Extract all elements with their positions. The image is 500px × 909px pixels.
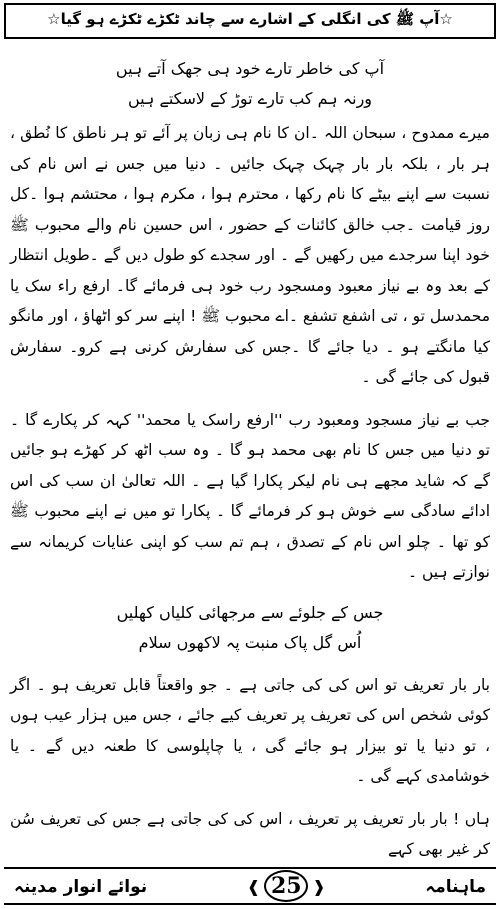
couplet-line: جس کے جلوئے سے مرجھائی کلیاں کھلیں <box>116 602 384 622</box>
couplet-line: ورنہ ہم کب تارے توڑ کے لاسکتے ہیں <box>127 89 373 108</box>
paragraph: بار بار تعریف تو اس کی کی جاتی ہے ۔ جو واقعتاً قابل تعریف ہو ۔ اگر کوئی شخص اس کی تعریف پر تعریف کیے جائے ، جس میں ہزار عیب ہوں ، تو دنیا یا تو بیزار ہو جائے گی ، یا چاپلوسی کا طعنہ دیں گے ۔ یا خوشامدی کہے گی ۔ <box>10 675 490 785</box>
article-title: ☆آپ ﷺ کی انگلی کے اشارے سے چاند ٹکڑے ٹکڑے ہو گیا☆ <box>47 10 453 28</box>
ornament-icon: ❱ <box>312 876 326 896</box>
publication-name: نوائے انوار مدینہ <box>14 876 148 897</box>
page-number: 25 <box>264 870 308 902</box>
magazine-label: ماہنامہ <box>425 876 486 897</box>
couplet-line: آپ کی خاطر تارے خود ہی جھک آتے ہیں <box>115 59 385 78</box>
page-footer <box>4 867 496 905</box>
paragraph: میرے ممدوح ، سبحان اللہ ۔ان کا نام ہی زبان پر آئے تو ہر ناطق کا نُطق ، ہر بار ، بلکہ بار بار چہک چہک جائیں ۔ دنیا میں جس نے اس نام کی نسبت سے اپنے بیٹے کا نام رکھا ، محترم ہوا ، مکرم ہوا ، محتشم ہوا ۔کل روز قیامت ۔جب خالق کائنات کے حضور ، اس حسین نام والے محبوب ﷺ خود اپنا سرجدے میں رکھیں گے ۔ اور سجدے کو طول دیں گے ۔طویل انتظار کے بعد وہ بے نیاز معبود ومسجود رب خود ہی فرمائے گا۔ ارفع راء سک یا محمدسل تو ، تی اشفع تشفع ۔اے محبوب ﷺ ! اپنے سر کو اٹھاؤ ، اور مانگو کیا مانگتے ہو ۔ دیا جائے گا ۔جس کی سفارش کرنی ہے کرو۔ سفارش قبول کی جائے گی ۔ <box>10 124 490 386</box>
couplet-line: اُس گل پاک منبت پہ لاکھوں سلام <box>138 632 362 652</box>
ornament-icon: ❰ <box>246 876 261 896</box>
article-title-box <box>4 3 496 39</box>
article-body <box>10 54 490 865</box>
paragraph: جب بے نیاز مسجود ومعبود رب ''ارفع راسک یا محمد'' کہہ کر پکارے گا ۔ تو دنیا میں جس کا نام بھی محمد ہو گا ۔ وہ سب اٹھ کر کھڑے ہو جائیں گے کہ شاید مجھے ہی نام لیکر پکارا گیا ہے ۔ اللہ تعالیٰ ان سب کی اس ادائے سادگی سے خوش ہو کر فرمائے گا ۔ پکارا تو میں نے اپنے محبوب ﷺ کو تھا ۔ چلو اس نام کے تصدق ، ہم تم سب کو اپنی عنایات کریمانہ سے نوازتے ہیں ۔ <box>10 410 490 581</box>
page-number-badge <box>247 870 326 902</box>
paragraph: ہاں ! بار بار تعریف پر تعریف ، اس کی کی جاتی ہے جس کی تعریف سُن کر غیر بھی کہے <box>10 809 490 858</box>
